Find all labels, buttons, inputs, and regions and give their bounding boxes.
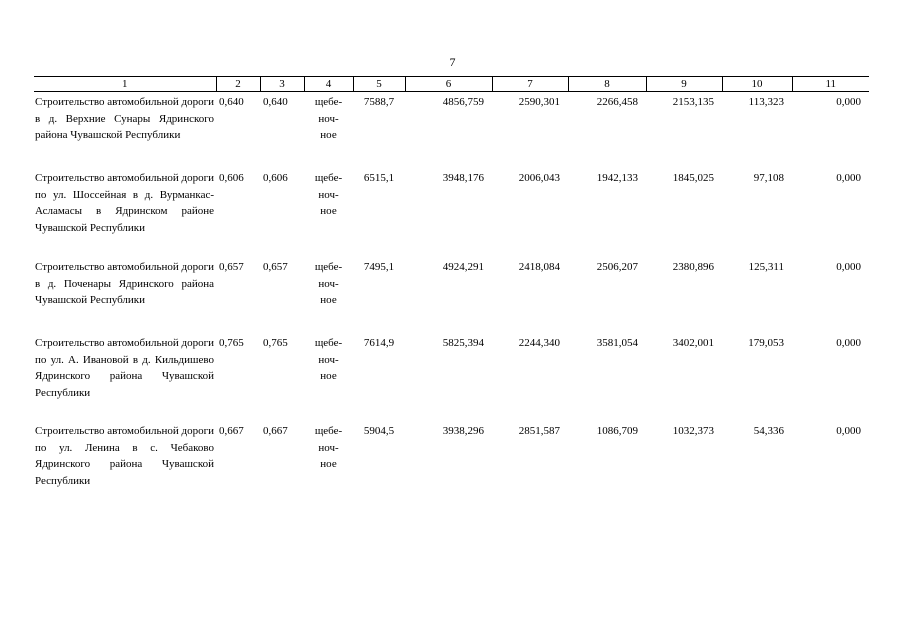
table-cell: 3938,296 <box>442 425 484 437</box>
table-cell: 1032,373 <box>672 425 714 437</box>
table-cell: 0,657 <box>219 261 244 273</box>
table-cell: 0,000 <box>836 425 861 437</box>
column-header: 7 <box>492 77 568 92</box>
table-cell: 1086,709 <box>596 425 638 437</box>
table-cell: 4856,759 <box>442 96 484 108</box>
table-cell: 0,000 <box>836 261 861 273</box>
page-number: 7 <box>449 55 456 69</box>
table-cell: 1845,025 <box>672 172 714 184</box>
surface-type-cell: щебе- ноч- ное <box>314 425 343 470</box>
table-cell: 3581,054 <box>596 337 638 349</box>
table-cell: 3948,176 <box>442 172 484 184</box>
table-cell: 2418,084 <box>518 261 560 273</box>
table-cell: 1942,133 <box>596 172 638 184</box>
table-cell: 179,053 <box>748 337 784 349</box>
project-name-cell: Строительство автомобильной дороги в д. Верхние Сунары Ядринского района Чувашской Республики <box>35 96 214 141</box>
column-header: 5 <box>353 77 405 92</box>
table-cell: 5825,394 <box>442 337 484 349</box>
column-header: 11 <box>792 77 869 92</box>
table-cell: 2153,135 <box>672 96 714 108</box>
table-cell: 0,667 <box>219 425 244 437</box>
column-header: 9 <box>646 77 722 92</box>
surface-type-cell: щебе- ноч- ное <box>314 96 343 141</box>
column-header: 10 <box>722 77 792 92</box>
table-cell: 0,657 <box>263 261 288 273</box>
column-header: 2 <box>216 77 260 92</box>
table-cell: 4924,291 <box>442 261 484 273</box>
project-name-cell: Строительство автомобильной дороги по ул. Ленина в с. Чебаково Ядринского района Чувашской Республики <box>35 425 214 487</box>
surface-type-cell: щебе- ноч- ное <box>314 337 343 382</box>
table-cell: 0,765 <box>263 337 288 349</box>
table-cell: 3402,001 <box>672 337 714 349</box>
table-cell: 7614,9 <box>363 337 395 349</box>
table-cell: 2244,340 <box>518 337 560 349</box>
table-cell: 7588,7 <box>363 96 395 108</box>
table-cell: 2266,458 <box>596 96 638 108</box>
table-cell: 7495,1 <box>363 261 395 273</box>
table-cell: 0,000 <box>836 172 861 184</box>
table-row <box>34 168 869 257</box>
table-cell: 0,000 <box>836 337 861 349</box>
table-cell: 6515,1 <box>363 172 395 184</box>
table-cell: 5904,5 <box>363 425 395 437</box>
column-header: 6 <box>405 77 492 92</box>
table-cell: 0,606 <box>219 172 244 184</box>
column-header: 4 <box>304 77 353 92</box>
table-row <box>34 257 869 333</box>
surface-type-cell: щебе- ноч- ное <box>314 261 343 306</box>
table-row <box>34 92 869 169</box>
table-cell: 0,765 <box>219 337 244 349</box>
project-name-cell: Строительство автомобильной дороги в д. Поченары Ядринского района Чувашской Республики <box>35 261 214 306</box>
table-cell: 2006,043 <box>518 172 560 184</box>
project-name-cell: Строительство автомобильной дороги по ул. А. Ивановой в д. Кильдишево Ядринского района Чувашской Республики <box>35 337 214 399</box>
column-header: 8 <box>568 77 646 92</box>
header-row <box>34 77 869 92</box>
table-cell: 97,108 <box>753 172 784 184</box>
project-name-cell: Строительство автомобильной дороги по ул. Шоссейная в д. Вурманкас-Асламасы в Ядринском районе Чувашской Республики <box>35 172 214 234</box>
table-cell: 2590,301 <box>518 96 560 108</box>
table-cell: 0,000 <box>836 96 861 108</box>
table-cell: 0,667 <box>263 425 288 437</box>
table-row <box>34 421 869 489</box>
column-header: 1 <box>34 77 216 92</box>
table-cell: 113,323 <box>748 96 784 108</box>
column-header: 3 <box>260 77 304 92</box>
table-cell: 54,336 <box>753 425 784 437</box>
table-cell: 2851,587 <box>518 425 560 437</box>
surface-type-cell: щебе- ноч- ное <box>314 172 343 217</box>
table-cell: 0,640 <box>219 96 244 108</box>
data-table <box>34 76 869 489</box>
table-cell: 125,311 <box>748 261 784 273</box>
table-row <box>34 333 869 421</box>
table-cell: 2506,207 <box>596 261 638 273</box>
table-cell: 0,640 <box>263 96 288 108</box>
table-cell: 0,606 <box>263 172 288 184</box>
table-cell: 2380,896 <box>672 261 714 273</box>
